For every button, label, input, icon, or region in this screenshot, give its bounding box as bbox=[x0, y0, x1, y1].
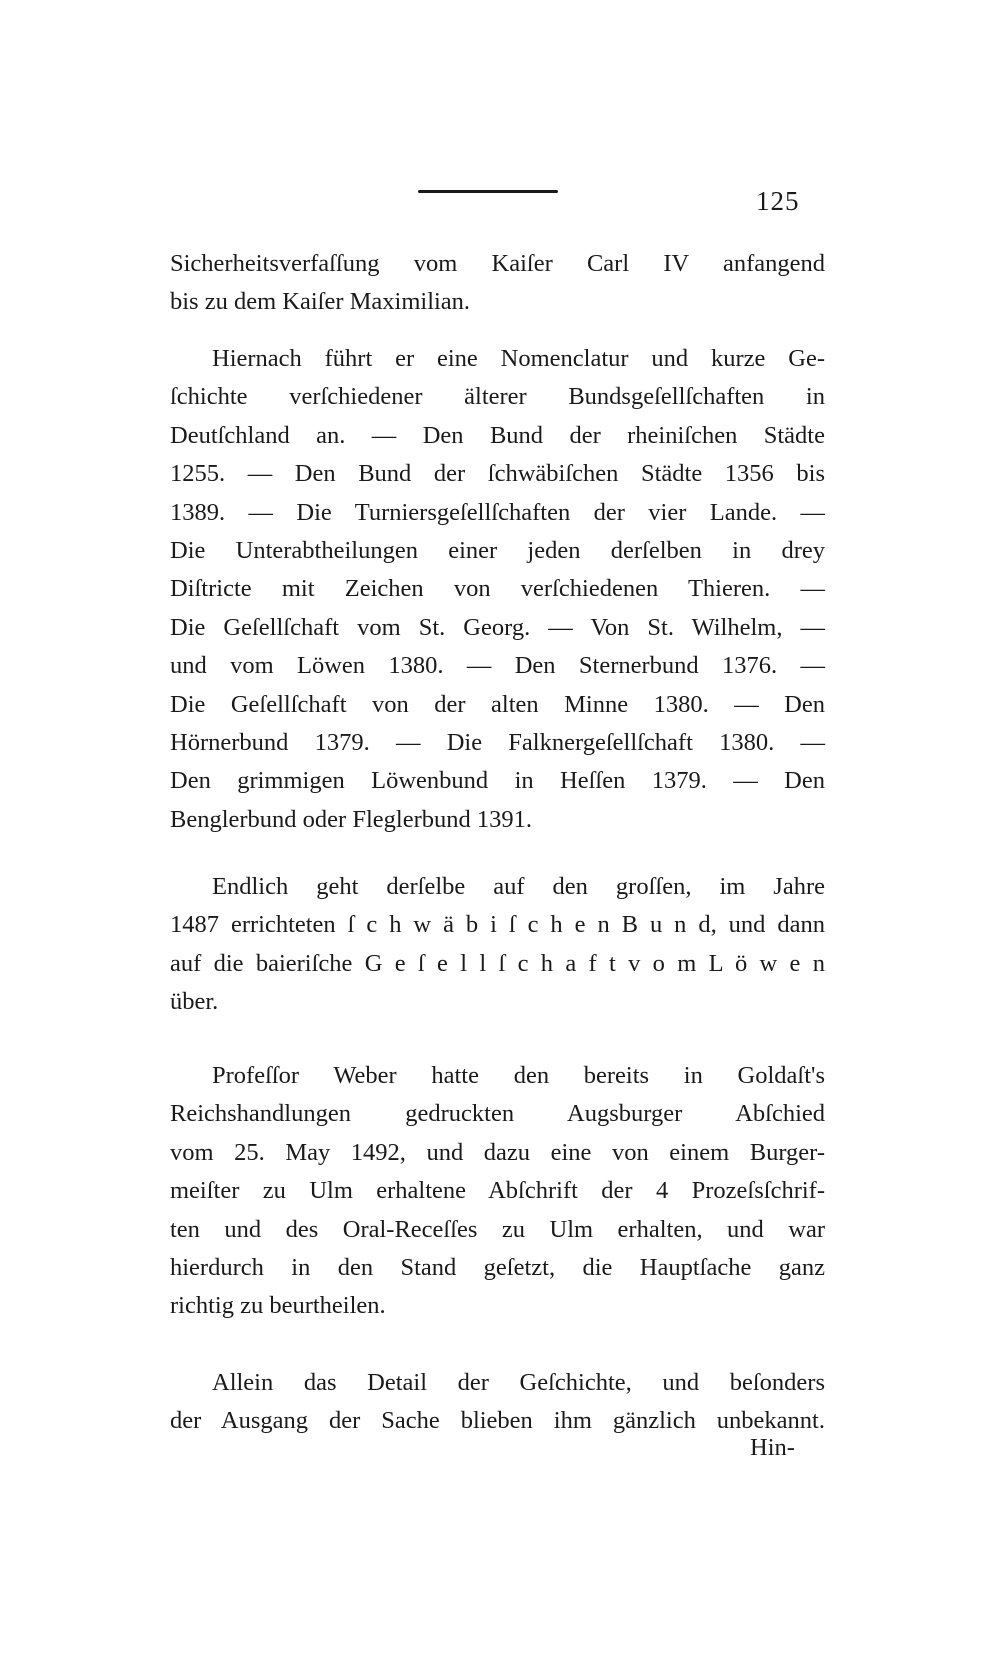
paragraph-1 bbox=[170, 245, 825, 322]
text-line: 1487 errichteten ſ c h w ä b i ſ c h e n B u n d, und dann bbox=[170, 911, 825, 939]
text-line: der Ausgang der Sache blieben ihm gänzlich unbekannt. bbox=[170, 1407, 825, 1435]
text-line: Reichshandlungen gedruckten Augsburger Abſchied bbox=[170, 1100, 825, 1128]
text-line: meiſter zu Ulm erhaltene Abſchrift der 4 Prozeſsſchrif- bbox=[170, 1177, 825, 1205]
text-line: 1255. — Den Bund der ſchwäbiſchen Städte 1356 bis bbox=[170, 460, 825, 488]
catchword: Hin- bbox=[750, 1434, 795, 1461]
paragraph-3 bbox=[170, 868, 825, 1022]
paragraph-5 bbox=[170, 1364, 825, 1441]
text-line: Hiernach führt er eine Nomenclatur und kurze Ge- bbox=[212, 345, 825, 372]
text-line: Benglerbund oder Fleglerbund 1391. bbox=[170, 805, 532, 833]
text-line: Endlich geht derſelbe auf den groſſen, im Jahre bbox=[212, 873, 825, 900]
header-rule bbox=[418, 190, 558, 193]
text-line: vom 25. May 1492, und dazu eine von einem Burger- bbox=[170, 1138, 825, 1166]
text-line: Sicherheitsverfaſſung vom Kaiſer Carl IV anfangend bbox=[170, 250, 825, 277]
text-line: richtig zu beurtheilen. bbox=[170, 1292, 386, 1320]
paragraph-4 bbox=[170, 1057, 825, 1326]
text-line: ten und des Oral-Receſſes zu Ulm erhalten, und war bbox=[170, 1215, 825, 1243]
text-line: Allein das Detail der Geſchichte, und beſonders bbox=[212, 1369, 825, 1396]
text-line: 1389. — Die Turniersgeſellſchaften der vier Lande. — bbox=[170, 498, 825, 526]
text-line: hierdurch in den Stand geſetzt, die Hauptſache ganz bbox=[170, 1253, 825, 1281]
text-line: ſchichte verſchiedener älterer Bundsgeſellſchaften in bbox=[170, 383, 825, 411]
text-line: auf die baieriſche G e ſ e l l ſ c h a f t v o m L ö w e n bbox=[170, 949, 825, 977]
text-line: Profeſſor Weber hatte den bereits in Goldaſt's bbox=[212, 1062, 825, 1089]
text-line: Die Geſellſchaft von der alten Minne 1380. — Den bbox=[170, 690, 825, 718]
text-line: Deutſchland an. — Den Bund der rheiniſchen Städte bbox=[170, 421, 825, 449]
text-line: über. bbox=[170, 988, 219, 1016]
text-line: bis zu dem Kaiſer Maximilian. bbox=[170, 288, 471, 316]
text-line: Hörnerbund 1379. — Die Falknergeſellſchaft 1380. — bbox=[170, 728, 825, 756]
text-line: und vom Löwen 1380. — Den Sternerbund 1376. — bbox=[170, 652, 825, 680]
text-line: Diſtricte mit Zeichen von verſchiedenen Thieren. — bbox=[170, 575, 825, 603]
text-line: Die Unterabtheilungen einer jeden derſelben in drey bbox=[170, 536, 825, 564]
paragraph-2 bbox=[170, 340, 825, 839]
page-number: 125 bbox=[756, 186, 800, 216]
text-line: Die Geſellſchaft vom St. Georg. — Von St. Wilhelm, — bbox=[170, 613, 825, 641]
text-line: Den grimmigen Löwenbund in Heſſen 1379. — Den bbox=[170, 767, 825, 795]
